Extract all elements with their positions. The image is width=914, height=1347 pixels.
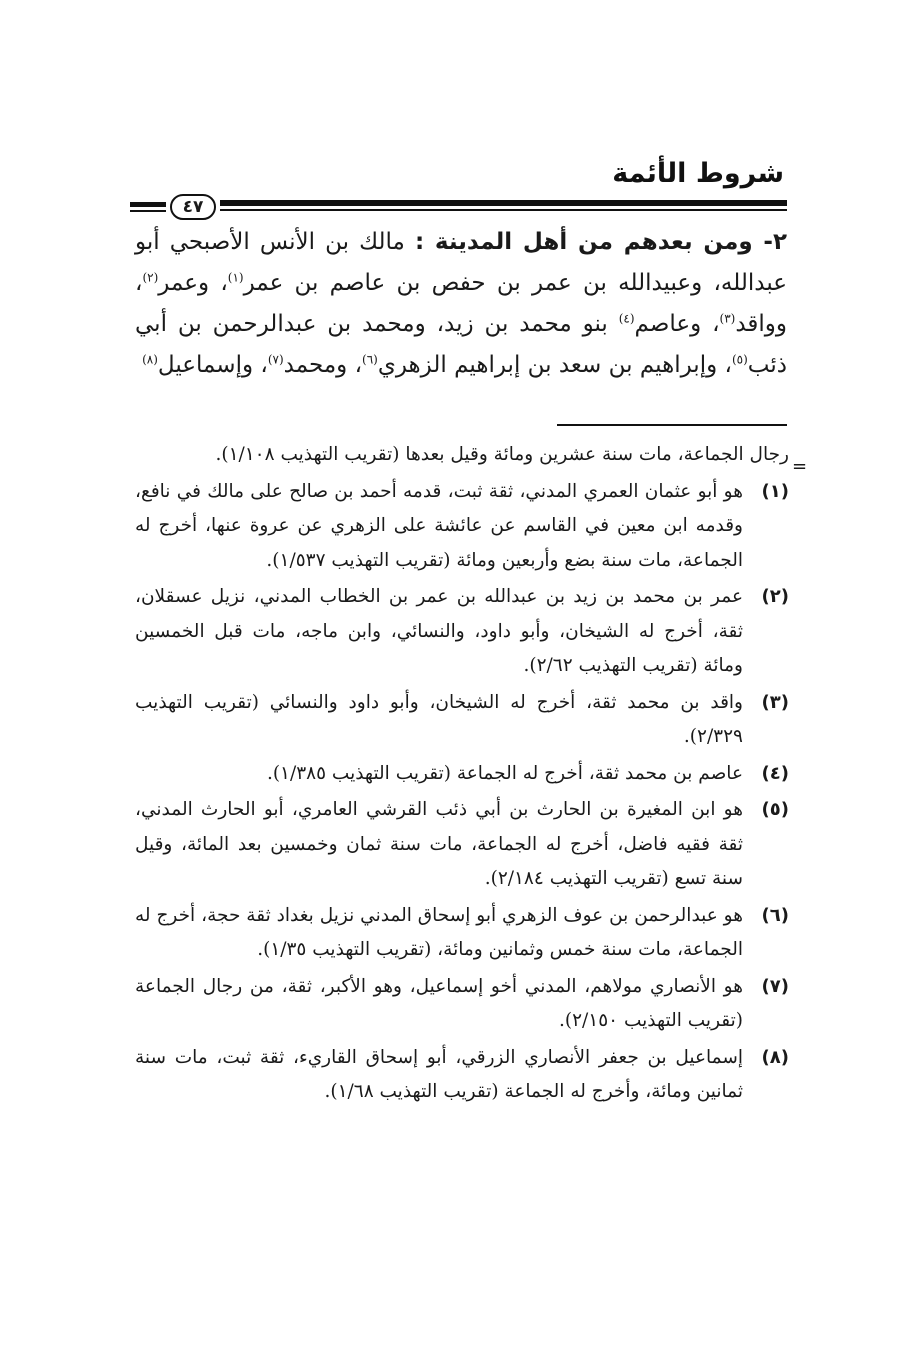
page-number: ٤٧ [170, 194, 216, 220]
main-paragraph [135, 222, 787, 386]
footnote-7 [135, 970, 789, 1039]
text-segment: مالك بن الأنس الأصبحي أبو عبدالله، وعبيدالله بن عمر بن حفص بن عاصم بن عمر [135, 229, 787, 296]
text-segment: ، وإسماعيل [157, 352, 268, 378]
footnote-ref[interactable]: (٥) [731, 352, 748, 367]
footnote-number: (٧) [761, 975, 789, 997]
footnote-1 [135, 475, 789, 579]
footnote-8 [135, 1041, 789, 1110]
footnote-text: عمر بن محمد بن زيد بن عبدالله بن عمر بن الخطاب المدني، نزيل عسقلان، ثقة، أخرج له الشيخان، وأبو داود، والنسائي، وابن ماجه، مات قبل الخمسين ومائة (تقريب التهذيب ٢/٦٢). [135, 586, 743, 676]
footnote-number: (٣) [761, 691, 789, 713]
rule-segment [220, 200, 787, 206]
footnote-ref[interactable]: (٤) [618, 311, 635, 326]
footnote-number: (٢) [761, 586, 789, 607]
footnote-text: إسماعيل بن جعفر الأنصاري الزرقي، أبو إسحاق القاريء، ثقة ثبت، مات سنة ثمانين ومائة، وأخرج له الجماعة (تقريب التهذيب ١/٦٨). [135, 1046, 743, 1102]
continuation-mark: = [792, 456, 808, 477]
footnote-ref[interactable]: (٦) [362, 352, 378, 367]
text-segment: ، وعاصم [634, 311, 720, 337]
text-segment: ، ومحمد [283, 352, 363, 378]
footnote-ref[interactable]: (٢) [142, 270, 159, 285]
footnote-text: هو أبو عثمان العمري المدني، ثقة ثبت، قدمه أحمد بن صالح على مالك في نافع، وقدمه ابن معين في القاسم عن عائشة على الزهري عن عروة عنها، أخرج له الجماعة، مات سنة بضع وأربعين ومائة (تقريب التهذيب ١/٥٣٧). [135, 480, 743, 571]
footnote-number: (٤) [761, 762, 789, 784]
footnote-6 [135, 899, 789, 968]
footnote-text: هو ابن المغيرة بن الحارث بن أبي ذئب القرشي العامري، أبو الحارث المدني، ثقة فقيه فاضل، أخرج له الجماعة، مات سنة ثمان وخمسين بعد المائة، وقيل سنة تسع (تقريب التهذيب ٢/١٨٤). [135, 799, 743, 889]
footnote-number: (١) [761, 480, 789, 502]
footnote-3 [135, 686, 789, 755]
footnote-2 [135, 580, 789, 684]
text-segment: ، وإبراهيم بن سعد بن إبراهيم الزهري [377, 352, 732, 378]
footnote-text: هو الأنصاري مولاهم، المدني أخو إسماعيل، وهو الأكبر، ثقة، من رجال الجماعة (تقريب التهذيب ٢/١٥٠). [135, 975, 743, 1031]
text-segment: ، وواقد [135, 270, 787, 337]
footnotes [135, 438, 789, 1112]
footnote-separator [557, 424, 787, 426]
footnote-text: هو عبدالرحمن بن عوف الزهري أبو إسحاق المدني نزيل بغداد ثقة حجة، أخرج له الجماعة، مات سنة خمس وثمانين ومائة، (تقريب التهذيب ١/٣٥). [135, 904, 743, 960]
header-rule [130, 194, 787, 218]
footnote-text: عاصم بن محمد ثقة، أخرج له الجماعة (تقريب التهذيب ١/٣٨٥). [266, 762, 743, 784]
footnote-number: (٦) [761, 904, 789, 926]
rule-segment [130, 202, 166, 207]
footnote-ref[interactable]: (٧) [267, 352, 284, 367]
text-segment: بنو محمد بن زيد، ومحمد بن عبدالرحمن بن أبي ذئب [135, 311, 787, 378]
rule-segment [130, 210, 166, 212]
footnote-number: (٥) [761, 799, 789, 820]
rule-segment [220, 209, 787, 211]
footnote-5 [135, 793, 789, 897]
text-segment: ، وعمر [158, 270, 228, 296]
footnote-text: واقد بن محمد ثقة، أخرج له الشيخان، وأبو داود والنسائي (تقريب التهذيب ٢/٣٢٩). [135, 691, 743, 747]
footnote-number: (٨) [761, 1046, 789, 1068]
paragraph-lead: ٢- ومن بعدهم من أهل المدينة : [414, 229, 788, 255]
footnote-ref[interactable]: (٨) [142, 352, 158, 367]
footnote-4 [135, 757, 789, 792]
footnote-continuation: رجال الجماعة، مات سنة عشرين ومائة وقيل بعدها (تقريب التهذيب ١/١٠٨). [215, 444, 789, 465]
footnote-ref[interactable]: (٣) [719, 311, 736, 326]
running-title: شروط الأئمة [612, 158, 784, 189]
footnote-ref[interactable]: (١) [227, 270, 244, 285]
